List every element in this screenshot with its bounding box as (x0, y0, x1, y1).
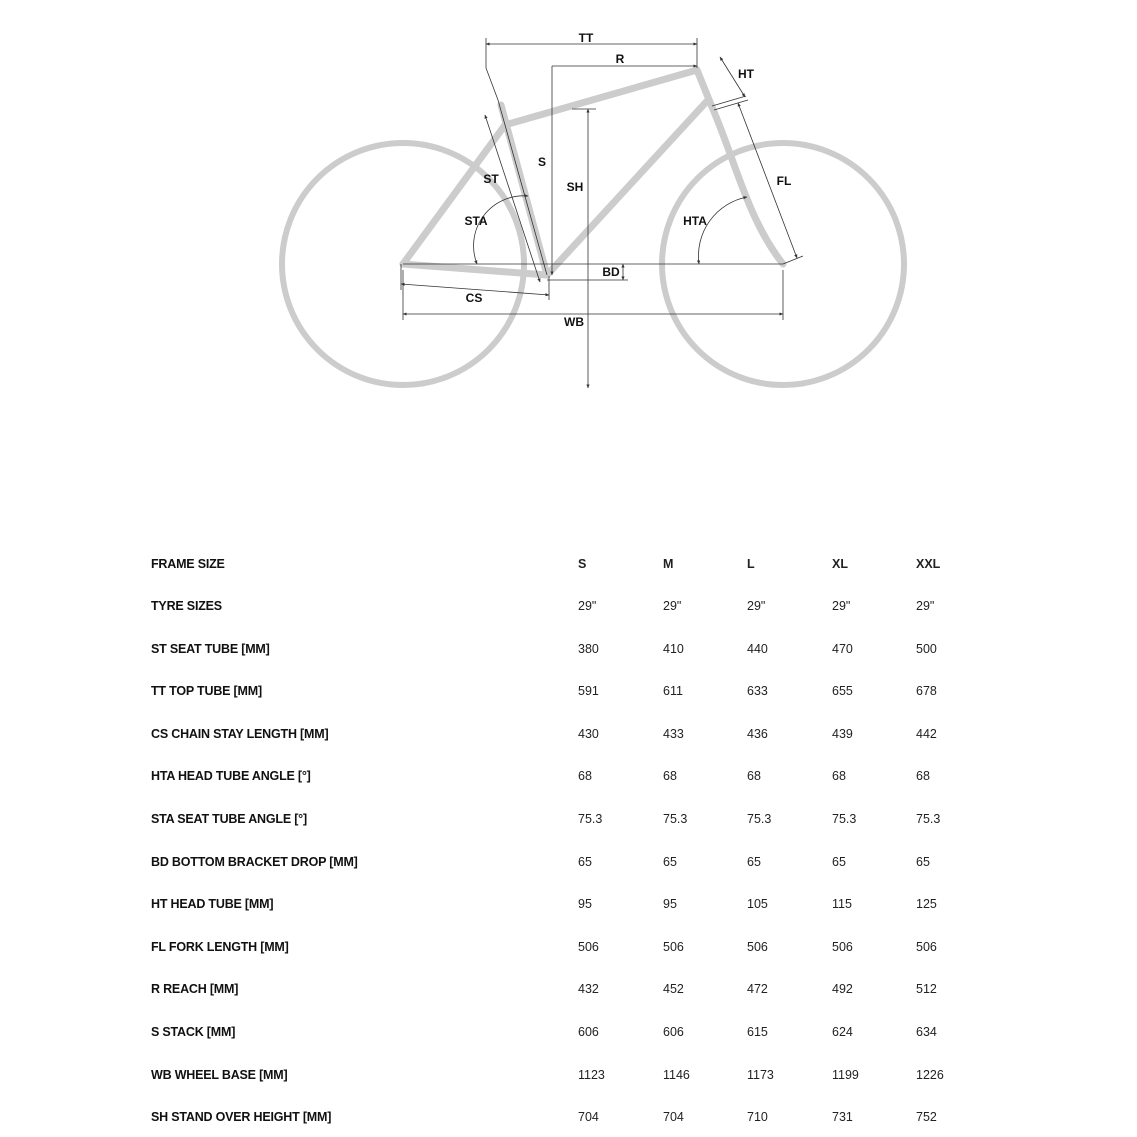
size-header: L (747, 557, 755, 571)
row-value: 442 (916, 726, 937, 741)
size-header: XL (832, 557, 848, 571)
row-value: 506 (916, 939, 937, 954)
row-value: 439 (832, 726, 853, 741)
frame-size-header: FRAME SIZE (151, 557, 225, 571)
row-value: 752 (916, 1110, 937, 1125)
row-value: 1146 (663, 1067, 690, 1082)
row-value: 68 (578, 769, 592, 784)
size-header: S (578, 557, 587, 571)
row-value: 29" (747, 599, 766, 613)
table-row (0, 681, 1137, 701)
label-tt: TT (578, 31, 594, 45)
table-row (0, 852, 1137, 872)
row-label: SH STAND OVER HEIGHT [MM] (151, 1110, 332, 1125)
row-value: 506 (832, 939, 853, 954)
row-value: 634 (916, 1025, 937, 1039)
row-value: 75.3 (663, 812, 688, 826)
row-value: 432 (578, 982, 599, 997)
row-value: 65 (578, 854, 592, 869)
row-value: 75.3 (578, 812, 603, 826)
row-value: 65 (747, 854, 761, 869)
row-value: 1173 (747, 1067, 774, 1082)
row-value: 470 (832, 641, 853, 656)
row-value: 29" (832, 599, 851, 613)
row-value: 436 (747, 726, 768, 741)
table-row (0, 724, 1137, 744)
row-value: 95 (578, 897, 592, 912)
row-value: 68 (663, 769, 677, 784)
row-value: 678 (916, 684, 937, 699)
row-value: 95 (663, 897, 677, 912)
label-st: ST (483, 172, 499, 186)
row-value: 115 (832, 897, 852, 912)
table-row (0, 596, 1137, 616)
row-value: 65 (663, 854, 677, 869)
table-row (0, 1065, 1137, 1085)
row-value: 704 (663, 1110, 684, 1125)
frame (403, 70, 783, 275)
row-value: 591 (578, 684, 599, 699)
table-row (0, 809, 1137, 829)
row-label: HTA HEAD TUBE ANGLE [°] (151, 769, 311, 784)
row-value: 75.3 (747, 812, 772, 826)
row-value: 512 (916, 982, 937, 997)
row-value: 452 (663, 982, 684, 997)
label-wb: WB (564, 315, 584, 329)
table-row (0, 979, 1137, 999)
table-row (0, 1107, 1137, 1127)
label-sh: SH (566, 180, 584, 194)
row-value: 1199 (832, 1067, 859, 1082)
row-label: HT HEAD TUBE [MM] (151, 897, 274, 912)
row-value: 29" (663, 599, 682, 613)
row-label: FL FORK LENGTH [MM] (151, 939, 289, 954)
row-value: 68 (747, 769, 761, 784)
row-value: 440 (747, 641, 768, 656)
row-label: CS CHAIN STAY LENGTH [MM] (151, 726, 329, 741)
size-header: XXL (916, 557, 941, 571)
row-value: 710 (747, 1110, 768, 1125)
row-value: 65 (916, 854, 930, 869)
label-r: R (615, 52, 625, 66)
row-value: 433 (663, 726, 684, 741)
row-value: 615 (747, 1025, 768, 1039)
row-value: 65 (832, 854, 846, 869)
label-hta: HTA (683, 214, 707, 228)
row-value: 380 (578, 641, 599, 656)
label-ht: HT (738, 67, 754, 81)
row-value: 105 (747, 897, 768, 912)
row-value: 29" (578, 599, 597, 613)
row-value: 1123 (578, 1067, 605, 1082)
label-fl: FL (776, 174, 792, 188)
row-value: 68 (916, 769, 930, 784)
row-label: TYRE SIZES (151, 599, 222, 613)
table-row (0, 894, 1137, 914)
row-value: 500 (916, 641, 937, 656)
bike-geometry-diagram (0, 0, 1137, 460)
row-value: 624 (832, 1025, 853, 1039)
row-value: 606 (663, 1025, 684, 1039)
size-header: M (663, 557, 674, 571)
row-value: 655 (832, 684, 853, 699)
row-value: 68 (832, 769, 846, 784)
label-s: S (537, 155, 547, 169)
table-row (0, 1022, 1137, 1042)
row-value: 611 (663, 684, 683, 699)
label-cs: CS (465, 291, 483, 305)
row-value: 29" (916, 599, 935, 613)
row-value: 506 (747, 939, 768, 954)
row-label: STA SEAT TUBE ANGLE [°] (151, 812, 307, 826)
row-value: 1226 (916, 1067, 944, 1082)
row-label: TT TOP TUBE [MM] (151, 684, 262, 699)
table-header-row (0, 554, 1137, 574)
row-value: 731 (832, 1110, 853, 1125)
row-label: S STACK [MM] (151, 1025, 236, 1039)
row-value: 125 (916, 897, 937, 912)
row-value: 633 (747, 684, 768, 699)
row-value: 472 (747, 982, 768, 997)
row-value: 410 (663, 641, 684, 656)
row-label: R REACH [MM] (151, 982, 239, 997)
label-sta: STA (464, 214, 488, 228)
row-label: BD BOTTOM BRACKET DROP [MM] (151, 854, 358, 869)
label-bd: BD (602, 265, 620, 279)
table-row (0, 937, 1137, 957)
table-row (0, 639, 1137, 659)
row-label: WB WHEEL BASE [MM] (151, 1067, 288, 1082)
row-value: 506 (663, 939, 684, 954)
row-value: 606 (578, 1025, 599, 1039)
row-label: ST SEAT TUBE [MM] (151, 641, 270, 656)
row-value: 704 (578, 1110, 599, 1125)
row-value: 75.3 (916, 812, 941, 826)
row-value: 430 (578, 726, 599, 741)
row-value: 506 (578, 939, 599, 954)
row-value: 492 (832, 982, 853, 997)
row-value: 75.3 (832, 812, 857, 826)
table-row (0, 766, 1137, 786)
